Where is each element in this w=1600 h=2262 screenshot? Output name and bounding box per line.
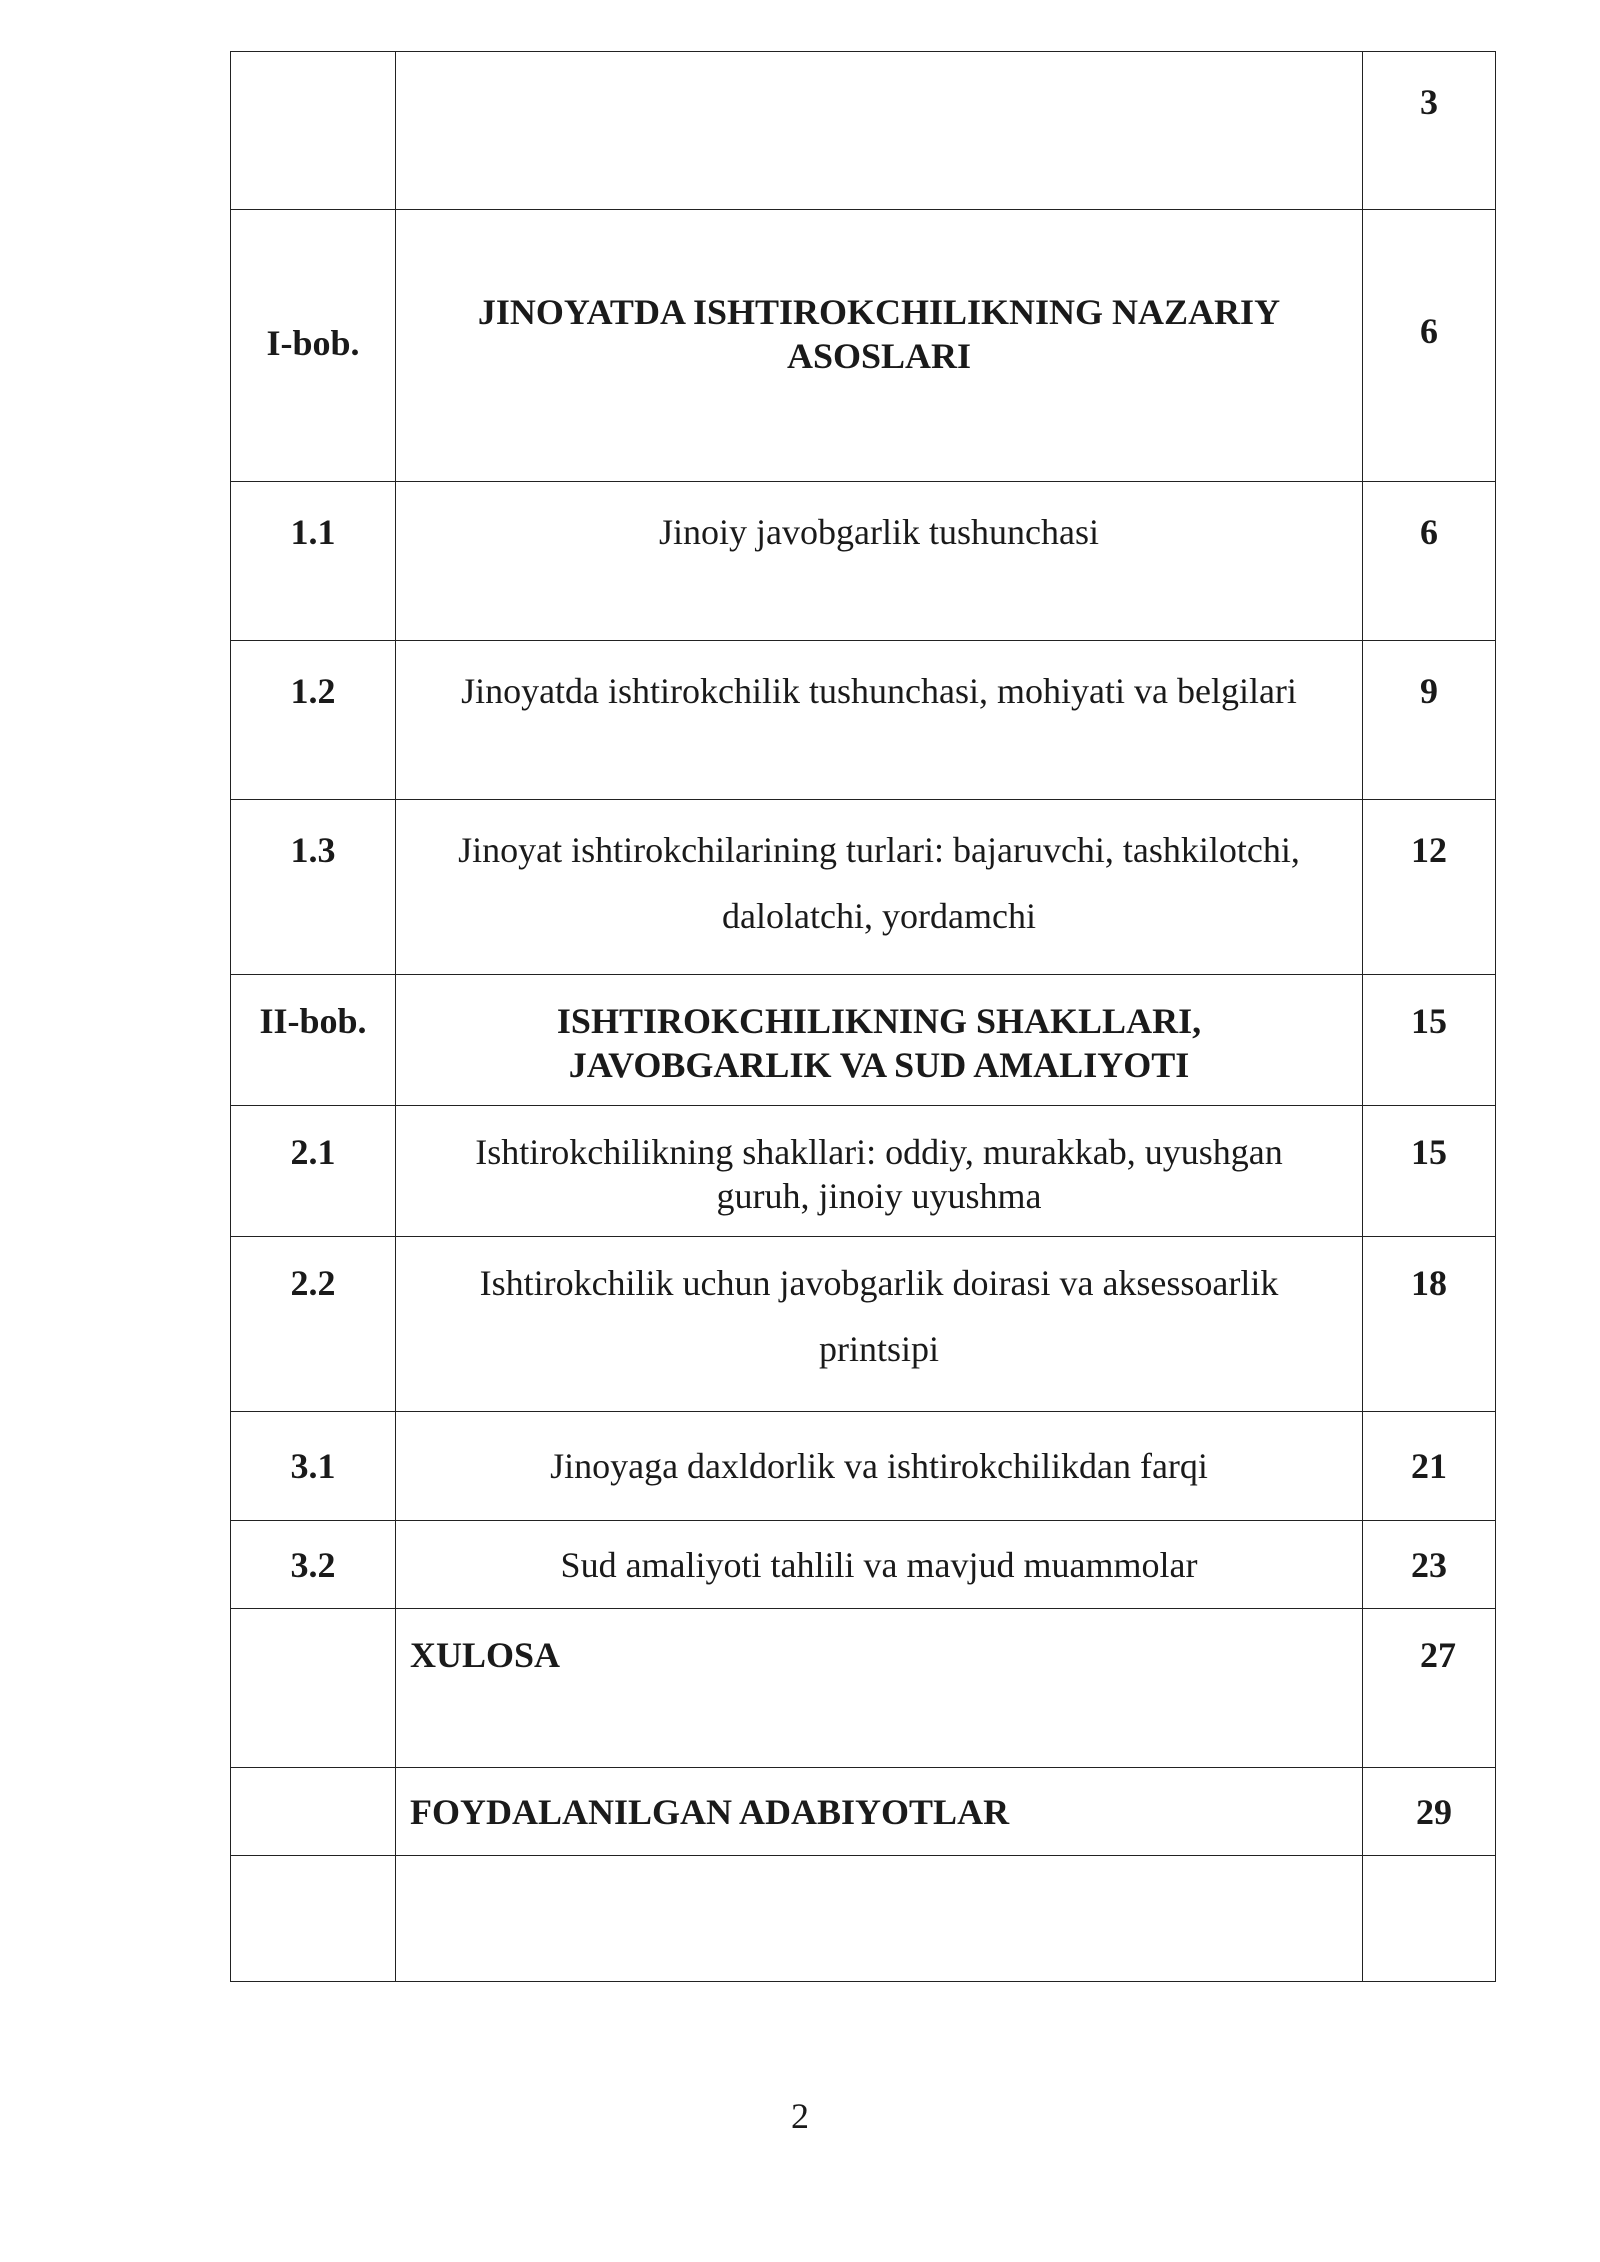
toc-section-title: Sud amaliyoti tahlili va mavjud muammolar xyxy=(396,1521,1363,1609)
toc-section-number: 1.1 xyxy=(231,482,396,641)
toc-page-number: 6 xyxy=(1363,210,1496,482)
toc-section-number xyxy=(231,52,396,210)
toc-page-number: 3 xyxy=(1363,52,1496,210)
toc-row xyxy=(231,1412,1496,1521)
toc-row xyxy=(231,1106,1496,1237)
toc-section-title xyxy=(396,1856,1363,1982)
toc-row xyxy=(231,641,1496,800)
toc-section-number: 2.1 xyxy=(231,1106,396,1237)
toc-section-number xyxy=(231,1856,396,1982)
toc-row xyxy=(231,1237,1496,1412)
toc-section-number: 2.2 xyxy=(231,1237,396,1412)
toc-section-number: 3.2 xyxy=(231,1521,396,1609)
toc-page-number: 18 xyxy=(1363,1237,1496,1412)
toc-section-number: II-bob. xyxy=(231,975,396,1106)
toc-page-number: 15 xyxy=(1363,975,1496,1106)
toc-row xyxy=(231,482,1496,641)
toc-section-number: I-bob. xyxy=(231,210,396,482)
toc-page-number: 15 xyxy=(1363,1106,1496,1237)
toc-page-number: 27 xyxy=(1363,1609,1496,1768)
toc-section-title: Ishtirokchilik uchun javobgarlik doirasi va aksessoarlik printsipi xyxy=(396,1237,1363,1412)
toc-page-number xyxy=(1363,1856,1496,1982)
toc-row xyxy=(231,975,1496,1106)
toc-page-number: 12 xyxy=(1363,800,1496,975)
toc-page-number: 21 xyxy=(1363,1412,1496,1521)
table-of-contents xyxy=(230,51,1496,1982)
toc-section-number: 1.2 xyxy=(231,641,396,800)
toc-page-number: 9 xyxy=(1363,641,1496,800)
toc-section-title: Jinoyaga daxldorlik va ishtirokchilikdan farqi xyxy=(396,1412,1363,1521)
toc-section-title: ISHTIROKCHILIKNING SHAKLLARI, JAVOBGARLIK VA SUD AMALIYOTI xyxy=(396,975,1363,1106)
toc-section-title: Jinoyat ishtirokchilarining turlari: bajaruvchi, tashkilotchi, dalolatchi, yordamchi xyxy=(396,800,1363,975)
toc-section-number xyxy=(231,1768,396,1856)
toc-row xyxy=(231,1609,1496,1768)
toc-section-title: Ishtirokchilikning shakllari: oddiy, murakkab, uyushgan guruh, jinoiy uyushma xyxy=(396,1106,1363,1237)
toc-page-number: 6 xyxy=(1363,482,1496,641)
toc-page-number: 29 xyxy=(1363,1768,1496,1856)
toc-section-title: FOYDALANILGAN ADABIYOTLAR xyxy=(396,1768,1363,1856)
toc-section-number: 1.3 xyxy=(231,800,396,975)
toc-row xyxy=(231,210,1496,482)
toc-section-title: XULOSA xyxy=(396,1609,1363,1768)
toc-row xyxy=(231,52,1496,210)
toc-page-number: 23 xyxy=(1363,1521,1496,1609)
toc-section-number xyxy=(231,1609,396,1768)
toc-row xyxy=(231,1768,1496,1856)
toc-section-title xyxy=(396,52,1363,210)
toc-section-title: Jinoyatda ishtirokchilik tushunchasi, mohiyati va belgilari xyxy=(396,641,1363,800)
toc-section-title: Jinoiy javobgarlik tushunchasi xyxy=(396,482,1363,641)
page-number: 2 xyxy=(791,2096,809,2136)
toc-section-number: 3.1 xyxy=(231,1412,396,1521)
toc-row xyxy=(231,800,1496,975)
toc-section-title: JINOYATDA ISHTIROKCHILIKNING NAZARIY ASOSLARI xyxy=(396,210,1363,482)
toc-row xyxy=(231,1856,1496,1982)
toc-row xyxy=(231,1521,1496,1609)
